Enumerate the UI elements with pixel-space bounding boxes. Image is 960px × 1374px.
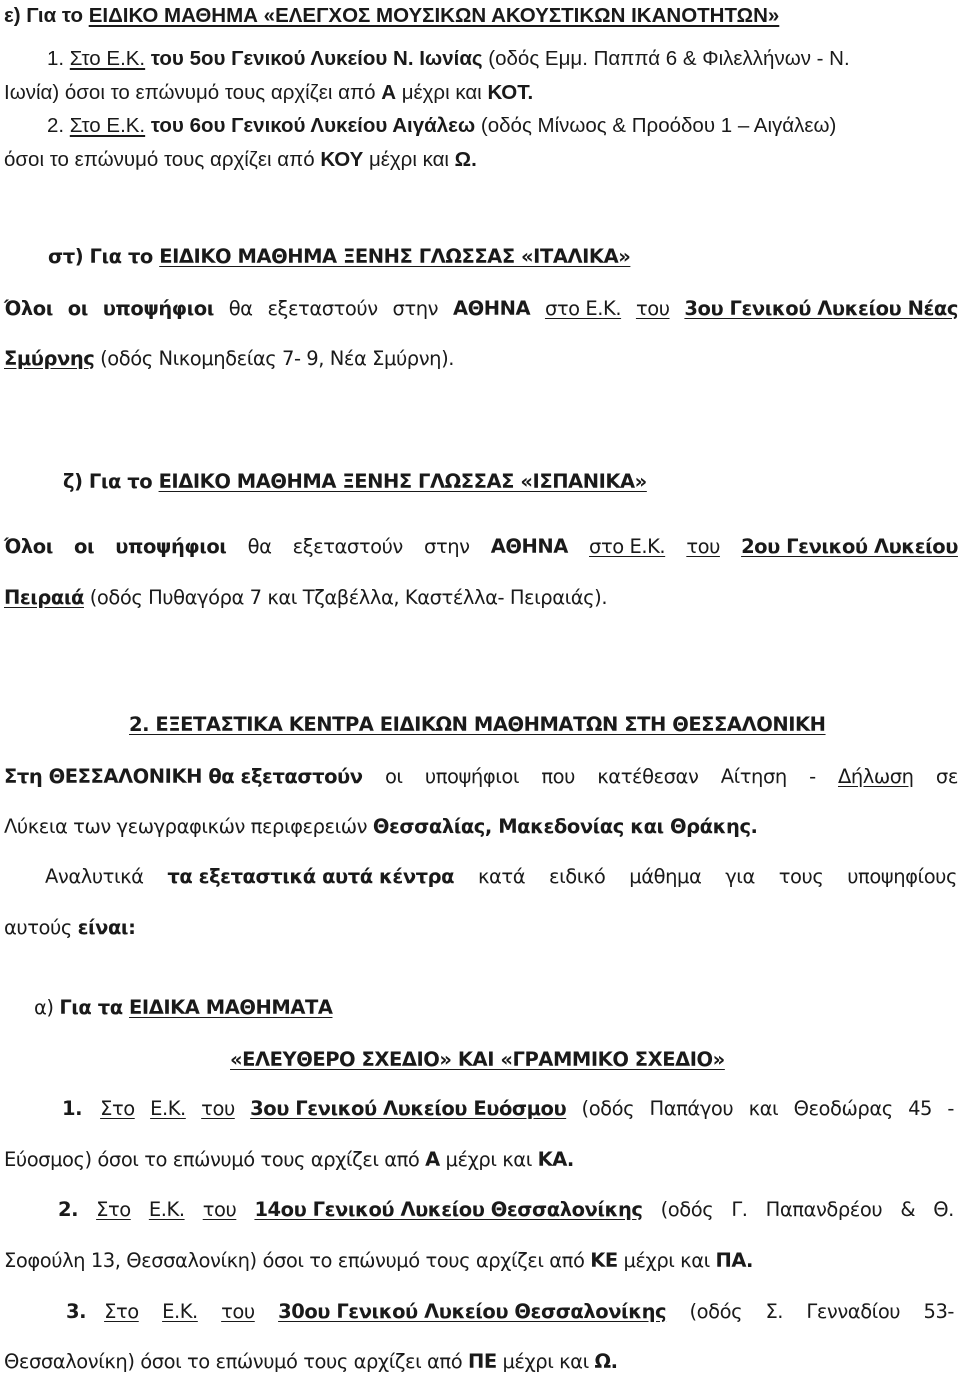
- section-2-p2-line1: Αναλυτικά τα εξεταστικά αυτά κέντρα κατά ειδικό μάθημα για τους υποψηφίους: [45, 865, 957, 888]
- sub-a-title2: «ΕΛΕΥΘΕΡΟ ΣΧΕΔΙΟ» ΚΑΙ «ΓΡΑΜΜΙΚΟ ΣΧΕΔΙΟ»: [230, 1048, 725, 1071]
- section-2-p1-line2: Λύκεια των γεωγραφικών περιφερειών Θεσσαλίας, Μακεδονίας και Θράκης.: [4, 815, 758, 838]
- exam-center-link: Στο Ε.Κ.: [69, 114, 146, 137]
- thess-item2-line1: 2. Στο Ε.Κ. του 14ου Γενικού Λυκείου Θεσσαλονίκης (οδός Γ. Παπανδρέου & Θ.: [58, 1198, 954, 1221]
- thess-item1-line2: Εύοσμος) όσοι το επώνυμό τους αρχίζει από Α μέχρι και ΚΑ.: [4, 1148, 574, 1171]
- heading-prefix: ε) Για το: [4, 4, 89, 27]
- section-e-item2-line1: 2. Στο Ε.Κ. του 6ου Γενικού Λυκείου Αιγάλεω (οδός Μίνωος & Προόδου 1 – Αιγάλεω): [47, 114, 837, 137]
- section-e-heading: [4, 4, 779, 28]
- sub-a-heading: α) Για τα ΕΙΔΙΚΑ ΜΑΘΗΜΑΤΑ: [34, 996, 333, 1019]
- section-e-item1-line2: Ιωνία) όσοι το επώνυμό τους αρχίζει από Α μέχρι και ΚΟΤ.: [4, 81, 534, 104]
- thess-item3-line2: Θεσσαλονίκη) όσοι το επώνυμό τους αρχίζει από ΠΕ μέχρι και Ω.: [4, 1350, 618, 1373]
- thess-item2-line2: Σοφούλη 13, Θεσσαλονίκη) όσοι το επώνυμό τους αρχίζει από ΚΕ μέχρι και ΠΑ.: [4, 1249, 753, 1272]
- section-2-p2-line2: αυτούς είναι:: [4, 916, 136, 939]
- exam-center-link: Στο Ε.Κ.: [69, 47, 146, 70]
- school-name: του 6ου Γενικού Λυκείου Αιγάλεω: [145, 114, 476, 137]
- school-name: του 5ου Γενικού Λυκείου Ν. Ιωνίας: [145, 47, 483, 70]
- thess-item1-line1: 1. Στο Ε.Κ. του 3ου Γενικού Λυκείου Ευόσμου (οδός Παπάγου και Θεοδώρας 45 -: [62, 1097, 954, 1120]
- heading-title: ΕΙΔΙΚΟ ΜΑΘΗΜΑ «ΕΛΕΓΧΟΣ ΜΟΥΣΙΚΩΝ ΑΚΟΥΣΤΙΚΩΝ ΙΚΑΝΟΤΗΤΩΝ»: [88, 4, 780, 27]
- section-st-line2: Σμύρνης (οδός Νικομηδείας 7- 9, Νέα Σμύρνη).: [4, 347, 454, 370]
- section-st-line1: Όλοι οι υποψήφιοι θα εξεταστούν στην ΑΘΗΝΑ στο Ε.Κ. του 3ου Γενικού Λυκείου Νέας: [4, 297, 958, 320]
- section-2-p1-line1: Στη ΘΕΣΣΑΛΟΝΙΚΗ θα εξεταστούν οι υποψήφιοι που κατέθεσαν Αίτηση - Δήλωση σε: [4, 765, 958, 788]
- section-e-item1-line1: 1. Στο Ε.Κ. του 5ου Γενικού Λυκείου Ν. Ιωνίας (οδός Εμμ. Παππά 6 & Φιλελλήνων - Ν.: [47, 47, 850, 70]
- heading-title: ΕΙΔΙΚΟ ΜΑΘΗΜΑ ΞΕΝΗΣ ΓΛΩΣΣΑΣ «ΙΤΑΛΙΚΑ»: [159, 245, 631, 268]
- section-z-heading: ζ) Για το ΕΙΔΙΚΟ ΜΑΘΗΜΑ ΞΕΝΗΣ ΓΛΩΣΣΑΣ «ΙΣΠΑΝΙΚΑ»: [63, 470, 647, 493]
- section-2-heading: 2. ΕΞΕΤΑΣΤΙΚΑ ΚΕΝΤΡΑ ΕΙΔΙΚΩΝ ΜΑΘΗΜΑΤΩΝ ΣΤΗ ΘΕΣΣΑΛΟΝΙΚΗ: [129, 713, 826, 736]
- section-z-line1: Όλοι οι υποψήφιοι θα εξεταστούν στην ΑΘΗΝΑ στο Ε.Κ. του 2ου Γενικού Λυκείου: [4, 535, 958, 558]
- section-z-line2: Πειραιά (οδός Πυθαγόρα 7 και Τζαβέλλα, Καστέλλα- Πειραιάς).: [4, 586, 608, 609]
- section-st-heading: στ) Για το ΕΙΔΙΚΟ ΜΑΘΗΜΑ ΞΕΝΗΣ ΓΛΩΣΣΑΣ «ΙΤΑΛΙΚΑ»: [48, 245, 631, 268]
- thess-item3-line1: 3. Στο Ε.Κ. του 30ου Γενικού Λυκείου Θεσσαλονίκης (οδός Σ. Γενναδίου 53-: [66, 1300, 954, 1323]
- heading-title: ΕΙΔΙΚΟ ΜΑΘΗΜΑ ΞΕΝΗΣ ΓΛΩΣΣΑΣ «ΙΣΠΑΝΙΚΑ»: [158, 470, 647, 493]
- section-e-item2-line2: όσοι το επώνυμό τους αρχίζει από ΚΟΥ μέχρι και Ω.: [4, 148, 477, 171]
